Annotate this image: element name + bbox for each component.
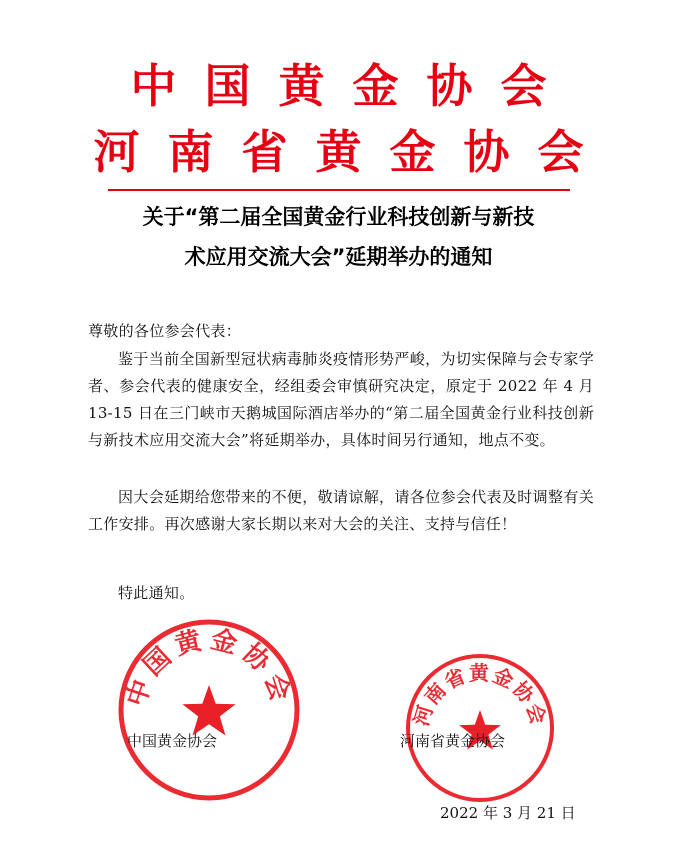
seal-china-gold-association xyxy=(116,617,302,803)
star-icon xyxy=(182,685,235,736)
signature-org-1: 中国黄金协会 xyxy=(127,732,218,750)
body-paragraph-2: 因大会延期给您带来的不便，敬请谅解，请各位参会代表及时调整有关工作安排。再次感谢大家长期以来对大会的关注、支持与信任！ xyxy=(88,488,594,533)
seal-2-text: 河南省黄金协会 xyxy=(408,661,552,729)
header-org-name-1: 中国黄金协会 xyxy=(130,59,575,113)
salutation: 尊敬的各位参会代表： xyxy=(88,322,242,340)
header-divider xyxy=(108,189,570,191)
document-title-line-1: 关于“第二届全国黄金行业科技创新与新技 xyxy=(142,205,535,229)
body-paragraph-1: 鉴于当前全国新型冠状病毒肺炎疫情形势严峻，为切实保障与会专家学者、参会代表的健康安全，经组委会审慎研究决定，原定于 2022 年 4 月 13-15 日在三门峡市天鹅城国际酒店举办的“第二届全国黄金行业科技创新与新技术应用交流大会”将延期举办，具体时间另行通知，地点不变。 xyxy=(88,350,594,449)
seal-henan-gold-association xyxy=(404,652,556,804)
signature-org-2: 河南省黄金协会 xyxy=(400,732,506,750)
issue-date: 2022 年 3 月 21 日 xyxy=(440,804,576,822)
seal-1-text: 中国黄金协会 xyxy=(121,624,297,711)
document-title-line-2: 术应用交流大会”延期举办的通知 xyxy=(184,245,493,269)
closing-remark: 特此通知。 xyxy=(118,584,195,602)
header-org-name-2: 河南省黄金协会 xyxy=(93,125,612,179)
